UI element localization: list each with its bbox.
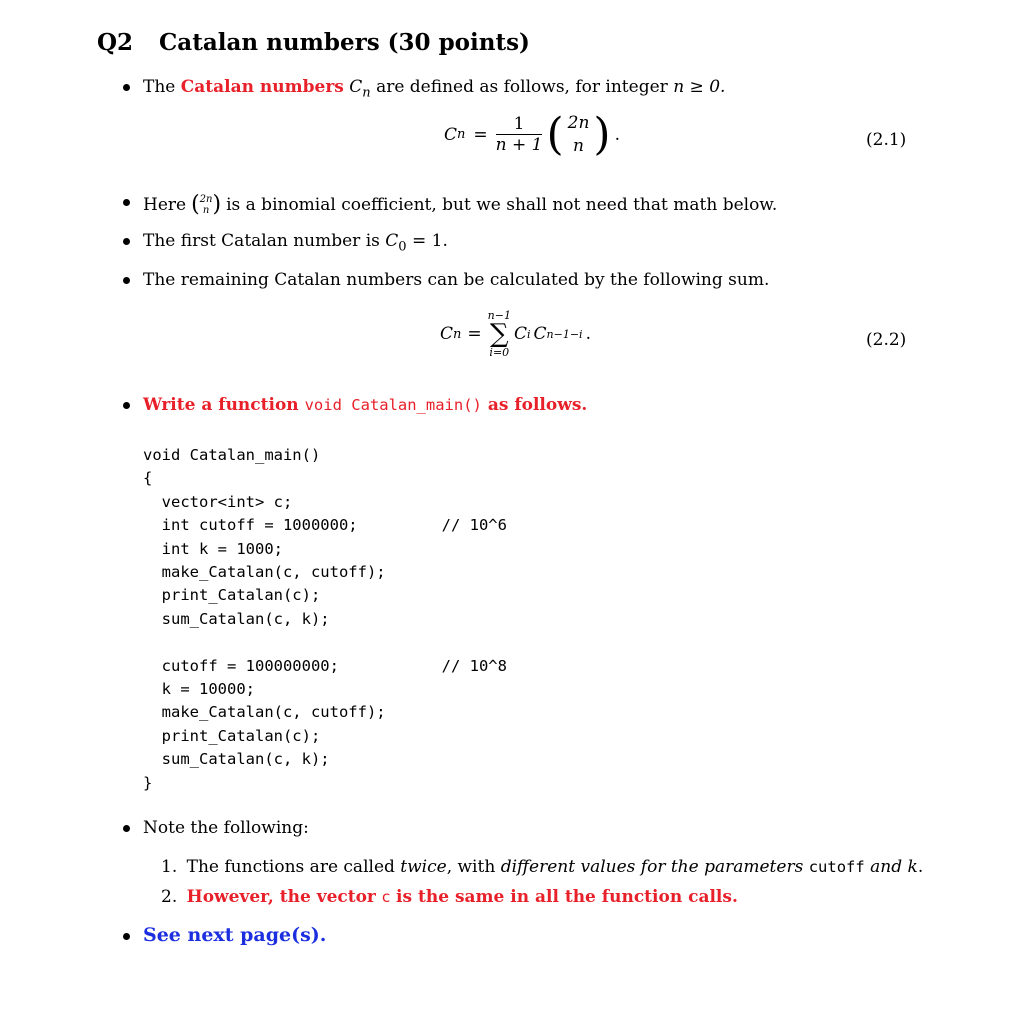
question-number: Q2 [97,29,134,56]
code-line: int k = 1000; [143,539,283,558]
text: The first Catalan number is [143,231,380,251]
equals-sign: = [467,324,482,344]
equals-sign: = [473,124,488,145]
code-line: make_Catalan(c, cutoff); [143,563,386,582]
period: . [614,124,620,145]
math-symbol: C [440,324,454,344]
code-line: k = 10000; [143,680,255,699]
question-title: Catalan numbers (30 points) [159,29,530,56]
code-line: print_Catalan(c); [143,586,321,605]
text: Write a function [143,395,299,415]
binomial [568,112,590,158]
warning-text: However, the vector [186,887,376,907]
emphasis-text: and [870,857,903,877]
text: Here [143,194,187,215]
sum-lower-limit: i=0 [489,346,510,359]
see-next-page: See next page(s). [143,924,327,946]
equation-2-1 [444,108,620,160]
math-subscript: n [453,326,462,342]
bullet-write-function [143,395,587,415]
code-line: void Catalan_main() [143,446,321,464]
math-subscript: n [457,127,466,143]
code-block [143,444,507,795]
binomial-top: 2n [199,193,213,205]
equation-2-2 [440,310,591,358]
inline-binomial: ( 2n n ) [191,192,222,217]
bullet-first-catalan [143,231,448,254]
inline-code: void Catalan_main() [304,396,482,414]
denominator: n + 1 [495,135,543,156]
inline-code: c [381,888,391,906]
bullet-dot [123,277,130,284]
note-item-1 [161,857,923,877]
math-symbol: C [385,231,399,251]
list-number: 1. [161,857,178,877]
binomial-top: 2n [567,113,590,133]
math-condition: n ≥ 0. [673,77,726,97]
bullet-dot [123,84,130,91]
inline-code: cutoff [808,858,865,876]
code-line: sum_Catalan(c, k); [143,609,330,628]
right-paren: ) [593,108,611,160]
note-item-2 [161,887,738,907]
code-line: sum_Catalan(c, k); [143,750,330,769]
text: The [143,77,176,97]
text: are defined as follows, for integer [376,77,668,97]
code-line: print_Catalan(c); [143,726,321,745]
math-subscript: n [362,85,371,101]
code-line: vector<int> c; [143,492,293,511]
emphasis-text: different values for the parameters [500,857,804,877]
code-line: int cutoff = 1000000; // 10^6 [143,516,507,535]
code-line: { [143,469,153,488]
code-line [143,631,507,654]
left-paren: ( [546,108,564,160]
math-symbol: C [533,324,547,344]
bullet-remaining: The remaining Catalan numbers can be calculated by the following sum. [143,270,770,290]
math-subscript: 0 [398,239,407,255]
bullet-dot [123,825,130,832]
emphasis-text: twice [400,857,447,877]
period: . [917,857,924,877]
equation-label: (2.1) [866,130,907,150]
bullet-catalan-definition [143,77,725,100]
math-subscript: i [526,327,531,341]
summation [488,310,511,358]
sigma-symbol: ∑ [490,319,509,349]
math-symbol: k [907,857,918,877]
bullet-binomial-note [143,192,777,217]
text: = 1. [411,231,448,251]
list-number: 2. [161,887,178,907]
fraction [496,114,543,155]
period: . [585,324,591,344]
binomial-bottom: n [202,204,210,216]
bullet-dot [123,933,130,940]
text: , with [446,857,496,877]
catalan-highlight: Catalan numbers [180,77,344,97]
code-line: make_Catalan(c, cutoff); [143,703,386,722]
equation-label: (2.2) [866,330,907,350]
bullet-note: Note the following: [143,818,309,838]
code-line: cutoff = 100000000; // 10^8 [143,656,507,675]
bullet-dot [123,402,130,409]
binomial-bottom: n [573,135,584,156]
bullet-dot [123,238,130,245]
math-symbol: C [444,124,458,145]
math-symbol: C [349,77,363,97]
math-subscript: n−1−i [546,327,583,341]
math-symbol: C [513,324,527,344]
text: is a binomial coefficient, but we shall not need that math below. [226,194,778,215]
code-line: } [143,773,153,792]
bullet-dot [123,199,130,206]
text: as follows. [487,395,588,415]
warning-text: is the same in all the function calls. [396,887,738,907]
numerator: 1 [513,114,525,135]
text: The functions are called [186,857,395,877]
sum-upper-limit: n−1 [487,309,511,322]
